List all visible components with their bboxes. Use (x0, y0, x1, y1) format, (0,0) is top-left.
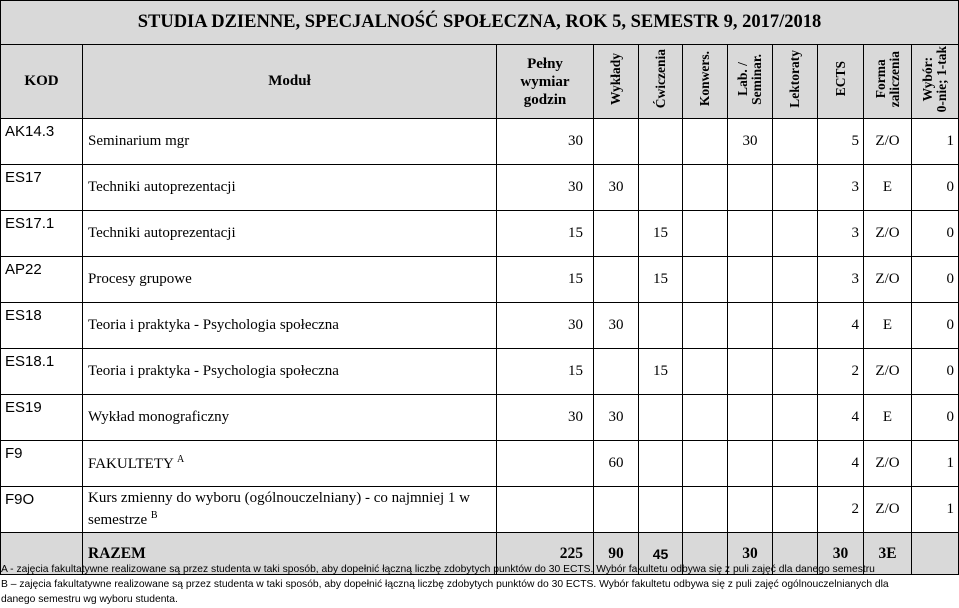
row-forma: E (864, 395, 912, 441)
row-forma: Z/O (864, 211, 912, 257)
row-lektoraty (773, 487, 818, 533)
row-ects: 4 (818, 395, 864, 441)
row-forma: Z/O (864, 441, 912, 487)
row-lab-seminar (728, 165, 773, 211)
row-pelny-wymiar (497, 441, 594, 487)
header-modul: Moduł (83, 45, 497, 119)
row-forma: E (864, 303, 912, 349)
row-wybor: 0 (912, 349, 959, 395)
row-module: FAKULTETY $^A$ (83, 441, 497, 487)
row-cwiczenia (639, 395, 683, 441)
page-title: STUDIA DZIENNE, SPECJALNOŚĆ SPOŁECZNA, ROK 5, SEMESTR 9, 2017/2018 (1, 1, 959, 45)
row-module: Kurs zmienny do wyboru (ogólnouczelniany) - co najmniej 1 w semestrze $^B$ (83, 487, 497, 533)
row-module: Teoria i praktyka - Psychologia społeczna (83, 303, 497, 349)
row-pelny-wymiar: 30 (497, 119, 594, 165)
row-forma: Z/O (864, 349, 912, 395)
table-row (1, 349, 959, 395)
row-lektoraty (773, 165, 818, 211)
row-konwers (683, 257, 728, 303)
row-code: AK14.3 (1, 119, 83, 165)
row-lab-seminar (728, 487, 773, 533)
row-forma: Z/O (864, 257, 912, 303)
row-module: Teoria i praktyka - Psychologia społeczna (83, 349, 497, 395)
row-ects: 2 (818, 487, 864, 533)
razem-label: RAZEM (83, 533, 497, 575)
row-code: F9 (1, 441, 83, 487)
row-lab-seminar (728, 395, 773, 441)
table-row (1, 257, 959, 303)
table-row (1, 487, 959, 533)
row-ects: 2 (818, 349, 864, 395)
header-konwers: Konwers. (683, 45, 728, 119)
row-pelny-wymiar: 15 (497, 257, 594, 303)
footnotes (0, 562, 959, 607)
header-lektoraty: Lektoraty (773, 45, 818, 119)
row-konwers (683, 487, 728, 533)
row-cwiczenia: 15 (639, 349, 683, 395)
row-forma: Z/O (864, 487, 912, 533)
row-code: ES18.1 (1, 349, 83, 395)
row-ects: 4 (818, 441, 864, 487)
row-ects: 3 (818, 211, 864, 257)
row-konwers (683, 303, 728, 349)
footnote-b-continued: danego semestru wg wyboru studenta. (1, 594, 178, 605)
row-wyklady: 30 (594, 395, 639, 441)
row-ects: 3 (818, 165, 864, 211)
table-row (1, 441, 959, 487)
row-konwers (683, 119, 728, 165)
row-cwiczenia (639, 119, 683, 165)
razem-cwiczenia: 45 (639, 533, 683, 575)
row-module: Wykład monograficzny (83, 395, 497, 441)
row-lab-seminar (728, 211, 773, 257)
razem-pelny: 225 (497, 533, 594, 575)
razem-lab: 30 (728, 533, 773, 575)
row-module: Procesy grupowe (83, 257, 497, 303)
row-code: AP22 (1, 257, 83, 303)
header-cwiczenia: Ćwiczenia (639, 45, 683, 119)
row-ects: 4 (818, 303, 864, 349)
row-forma: Z/O (864, 119, 912, 165)
row-konwers (683, 349, 728, 395)
row-lab-seminar (728, 303, 773, 349)
row-lab-seminar (728, 441, 773, 487)
row-pelny-wymiar: 15 (497, 211, 594, 257)
row-code: F9O (1, 487, 83, 533)
row-lektoraty (773, 395, 818, 441)
row-wyklady (594, 257, 639, 303)
row-wybor: 0 (912, 211, 959, 257)
header-ects: ECTS (818, 45, 864, 119)
row-code: ES19 (1, 395, 83, 441)
row-lektoraty (773, 211, 818, 257)
row-code: ES17.1 (1, 211, 83, 257)
footnote-marker: A (177, 454, 185, 465)
row-lab-seminar (728, 257, 773, 303)
table-row (1, 395, 959, 441)
row-pelny-wymiar: 30 (497, 165, 594, 211)
row-cwiczenia (639, 441, 683, 487)
row-pelny-wymiar: 30 (497, 303, 594, 349)
row-wybor: 0 (912, 395, 959, 441)
row-wyklady (594, 349, 639, 395)
row-forma: E (864, 165, 912, 211)
row-wyklady (594, 211, 639, 257)
razem-forma: 3E (864, 533, 912, 575)
row-module: Seminarium mgr (83, 119, 497, 165)
row-lektoraty (773, 303, 818, 349)
footnote-a: A - zajęcia fakultatywne realizowane są przez studenta w taki sposób, aby dopełnić łączną liczbę zdobytych punktów do 30 ECTS. Wybór fakultetu odbywa się z puli zajęć dla danego semestru (1, 564, 875, 575)
table-row (1, 165, 959, 211)
row-module: Techniki autoprezentacji (83, 165, 497, 211)
row-cwiczenia (639, 303, 683, 349)
row-module: Techniki autoprezentacji (83, 211, 497, 257)
row-wyklady: 60 (594, 441, 639, 487)
row-ects: 3 (818, 257, 864, 303)
row-wybor: 1 (912, 119, 959, 165)
row-wyklady: 30 (594, 303, 639, 349)
table-row (1, 119, 959, 165)
row-konwers (683, 441, 728, 487)
row-cwiczenia (639, 165, 683, 211)
row-wyklady (594, 487, 639, 533)
row-cwiczenia (639, 487, 683, 533)
row-pelny-wymiar: 15 (497, 349, 594, 395)
razem-wyklady: 90 (594, 533, 639, 575)
row-lektoraty (773, 441, 818, 487)
row-pelny-wymiar: 30 (497, 395, 594, 441)
row-wyklady: 30 (594, 165, 639, 211)
header-kod: KOD (1, 45, 83, 119)
razem-ects: 30 (818, 533, 864, 575)
row-konwers (683, 211, 728, 257)
row-lektoraty (773, 119, 818, 165)
header-forma-zaliczenia: Forma zaliczenia (864, 45, 912, 119)
footnote-b: B – zajęcia fakultatywne realizowane są przez studenta w taki sposób, aby dopełnić łączną liczbę zdobytych punktów do 30 ECTS. Wybór fakultetu odbywa się z puli zajęć ogólnouczelnianych dla (1, 579, 889, 590)
footnote-marker: B (150, 510, 158, 521)
row-cwiczenia: 15 (639, 211, 683, 257)
row-wybor: 0 (912, 303, 959, 349)
header-lab-seminar: Lab. / Seminar. (728, 45, 773, 119)
row-wyklady (594, 119, 639, 165)
header-pelny-wymiar: Pełny wymiar godzin (497, 45, 594, 119)
row-lab-seminar (728, 349, 773, 395)
row-wybor: 0 (912, 257, 959, 303)
row-lab-seminar: 30 (728, 119, 773, 165)
row-konwers (683, 165, 728, 211)
row-konwers (683, 395, 728, 441)
row-wybor: 1 (912, 441, 959, 487)
row-ects: 5 (818, 119, 864, 165)
row-lektoraty (773, 257, 818, 303)
table-row (1, 211, 959, 257)
row-code: ES18 (1, 303, 83, 349)
row-lektoraty (773, 349, 818, 395)
row-code: ES17 (1, 165, 83, 211)
header-wybor: Wybór: 0-nie; 1-tak (912, 45, 959, 119)
table-row (1, 303, 959, 349)
row-wybor: 0 (912, 165, 959, 211)
row-pelny-wymiar (497, 487, 594, 533)
header-wyklady: Wykłady (594, 45, 639, 119)
row-cwiczenia: 15 (639, 257, 683, 303)
row-wybor: 1 (912, 487, 959, 533)
